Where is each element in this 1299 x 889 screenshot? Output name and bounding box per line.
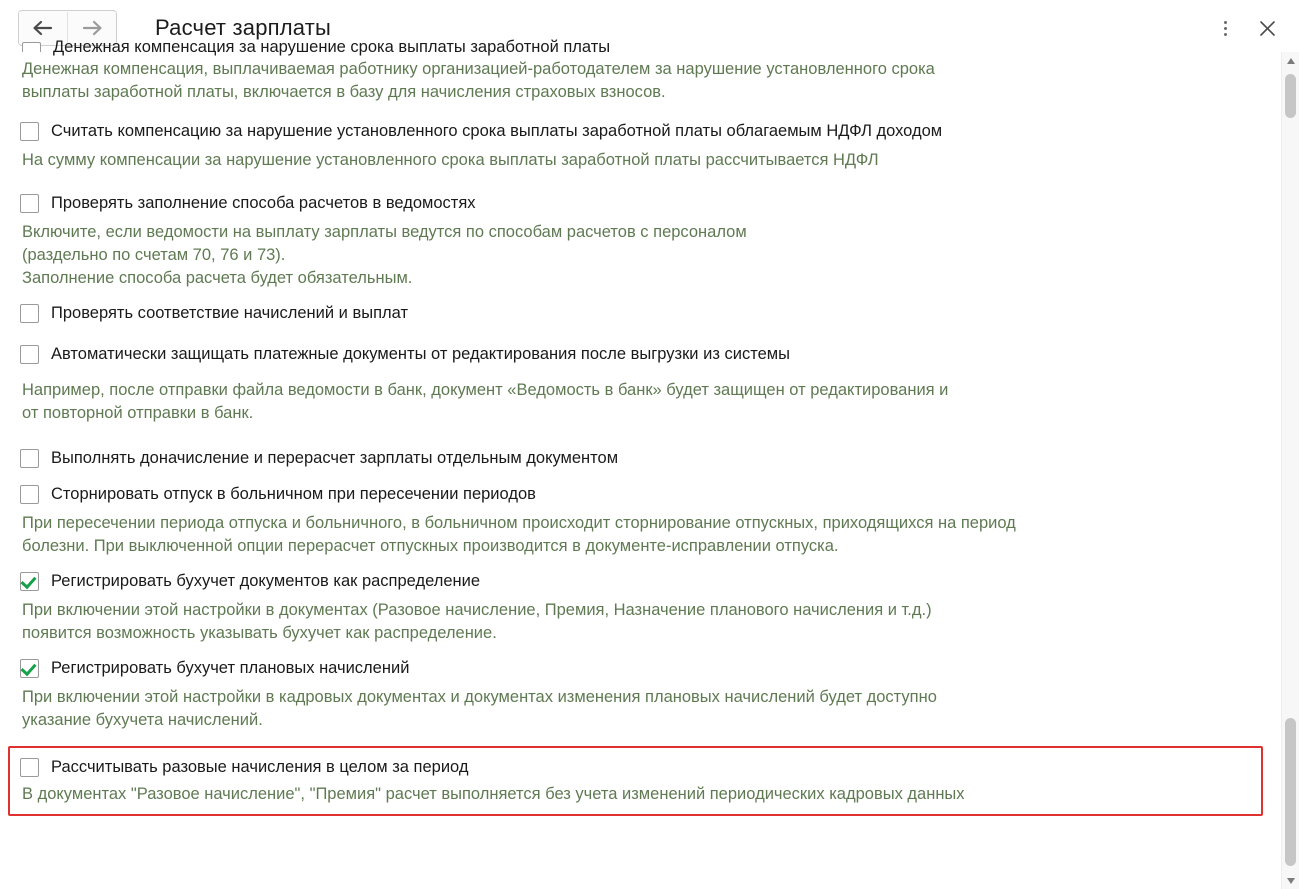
- scroll-up-arrow-icon: [1287, 58, 1295, 64]
- checkbox-one-time-accruals-whole-period[interactable]: [20, 758, 39, 777]
- description-line: На сумму компенсации за нарушение установленного срока выплаты заработной платы рассчитывается НДФЛ: [22, 151, 879, 169]
- setting-label: Регистрировать бухучет документов как распределение: [51, 572, 481, 590]
- setting-block-ndfl-compensation: [20, 120, 1270, 172]
- checkbox-check-payment-method[interactable]: [20, 194, 39, 213]
- setting-label: Регистрировать бухучет плановых начислений: [51, 659, 410, 677]
- checkbox-register-accounting-distribution[interactable]: [20, 572, 39, 591]
- window-controls: [1211, 0, 1289, 56]
- checkbox-compensation-base[interactable]: [22, 42, 41, 52]
- setting-block-auto-protect-documents: [20, 343, 1270, 425]
- setting-row: [20, 343, 1270, 365]
- setting-row: [20, 120, 1270, 142]
- description-line: появится возможность указывать бухучет как распределение.: [22, 624, 497, 642]
- setting-row: [20, 483, 1270, 505]
- scroll-down-arrow-icon: [1287, 878, 1295, 884]
- description-line: При включении этой настройки в документах (Разовое начисление, Премия, Назначение планового начисления и т.д.): [22, 601, 932, 619]
- arrow-left-icon: [32, 20, 54, 36]
- checkbox-extra-accrual-document[interactable]: [20, 449, 39, 468]
- setting-label: Проверять соответствие начислений и выплат: [51, 304, 409, 322]
- description-line: Денежная компенсация, выплачиваемая работнику организацией-работодателем за нарушение установленного срока: [22, 60, 935, 78]
- page-title: Расчет зарплаты: [155, 15, 332, 40]
- setting-row: [20, 657, 1270, 679]
- setting-block-compensation-base: [20, 52, 1270, 104]
- checkbox-check-accruals-payments[interactable]: [20, 304, 39, 323]
- description-line: Заполнение способа расчета будет обязательным.: [22, 269, 413, 287]
- more-menu-button[interactable]: [1211, 14, 1239, 42]
- setting-label: Выполнять доначисление и перерасчет зарплаты отдельным документом: [51, 449, 619, 467]
- description-line: указание бухучета начислений.: [22, 711, 263, 729]
- checkbox-register-planned-accruals-accounting[interactable]: [20, 659, 39, 678]
- setting-block-register-planned-accruals-accounting: [20, 657, 1270, 732]
- description-line: Включите, если ведомости на выплату зарплаты ведутся по способам расчетов с персоналом: [22, 223, 747, 241]
- checkbox-storno-vacation[interactable]: [20, 485, 39, 504]
- scrollbar-thumb[interactable]: [1285, 718, 1296, 866]
- setting-block-storno-vacation: [20, 483, 1270, 558]
- setting-row: [20, 756, 1255, 778]
- description-line: При пересечении периода отпуска и больничного, в больничном происходит сторнирование отпускных, приходящихся на период: [22, 514, 1016, 532]
- close-icon: [1259, 20, 1276, 37]
- checkbox-auto-protect-documents[interactable]: [20, 345, 39, 364]
- setting-row: [20, 570, 1270, 592]
- checkbox-ndfl-compensation[interactable]: [20, 122, 39, 141]
- settings-list: [0, 38, 1270, 816]
- setting-label: Считать компенсацию за нарушение установленного срока выплаты заработной платы облагаемым НДФЛ доходом: [51, 122, 943, 140]
- description-line: (раздельно по счетам 70, 76 и 73).: [22, 246, 286, 264]
- description-line: выплаты заработной платы, включается в базу для начисления страховых взносов.: [22, 83, 666, 101]
- setting-label: Сторнировать отпуск в больничном при пересечении периодов: [51, 485, 536, 503]
- description-line: от повторной отправки в банк.: [22, 404, 254, 422]
- description-line: При включении этой настройки в кадровых документах и документах изменения плановых начислений будет доступно: [22, 688, 937, 706]
- description-line: Например, после отправки файла ведомости в банк, документ «Ведомость в банк» будет защищен от редактирования и: [22, 381, 949, 399]
- setting-label: Проверять заполнение способа расчетов в ведомостях: [51, 194, 476, 212]
- setting-block-register-accounting-distribution: [20, 570, 1270, 645]
- kebab-menu-icon: [1224, 21, 1227, 36]
- setting-block-extra-accrual-document: [20, 447, 1270, 469]
- setting-row: [20, 192, 1270, 214]
- arrow-right-icon: [81, 20, 103, 36]
- scroll-up-button[interactable]: [1282, 52, 1299, 69]
- setting-label: Автоматически защищать платежные документы от редактирования после выгрузки из системы: [51, 345, 790, 363]
- setting-label: Рассчитывать разовые начисления в целом за период: [51, 758, 469, 776]
- setting-block-check-payment-method: [20, 192, 1270, 290]
- close-button[interactable]: [1253, 14, 1281, 42]
- description-line: болезни. При выключенной опции перерасчет отпускных производится в документе-исправлении отпуска.: [22, 537, 839, 555]
- vertical-scrollbar[interactable]: [1281, 52, 1299, 889]
- settings-scroll-area[interactable]: [0, 38, 1299, 889]
- setting-row: [20, 302, 1270, 324]
- scroll-down-button[interactable]: [1282, 872, 1299, 889]
- setting-row: [20, 447, 1270, 469]
- description-line: В документах "Разовое начисление", "Премия" расчет выполняется без учета изменений периодических кадровых данных: [22, 785, 965, 803]
- partial-top-label: Денежная компенсация за нарушение срока выплаты заработной платы: [53, 38, 611, 56]
- highlighted-setting-block: [8, 746, 1263, 816]
- setting-block-check-accruals-payments: [20, 302, 1270, 324]
- scrollbar-thumb-upper[interactable]: [1285, 74, 1296, 118]
